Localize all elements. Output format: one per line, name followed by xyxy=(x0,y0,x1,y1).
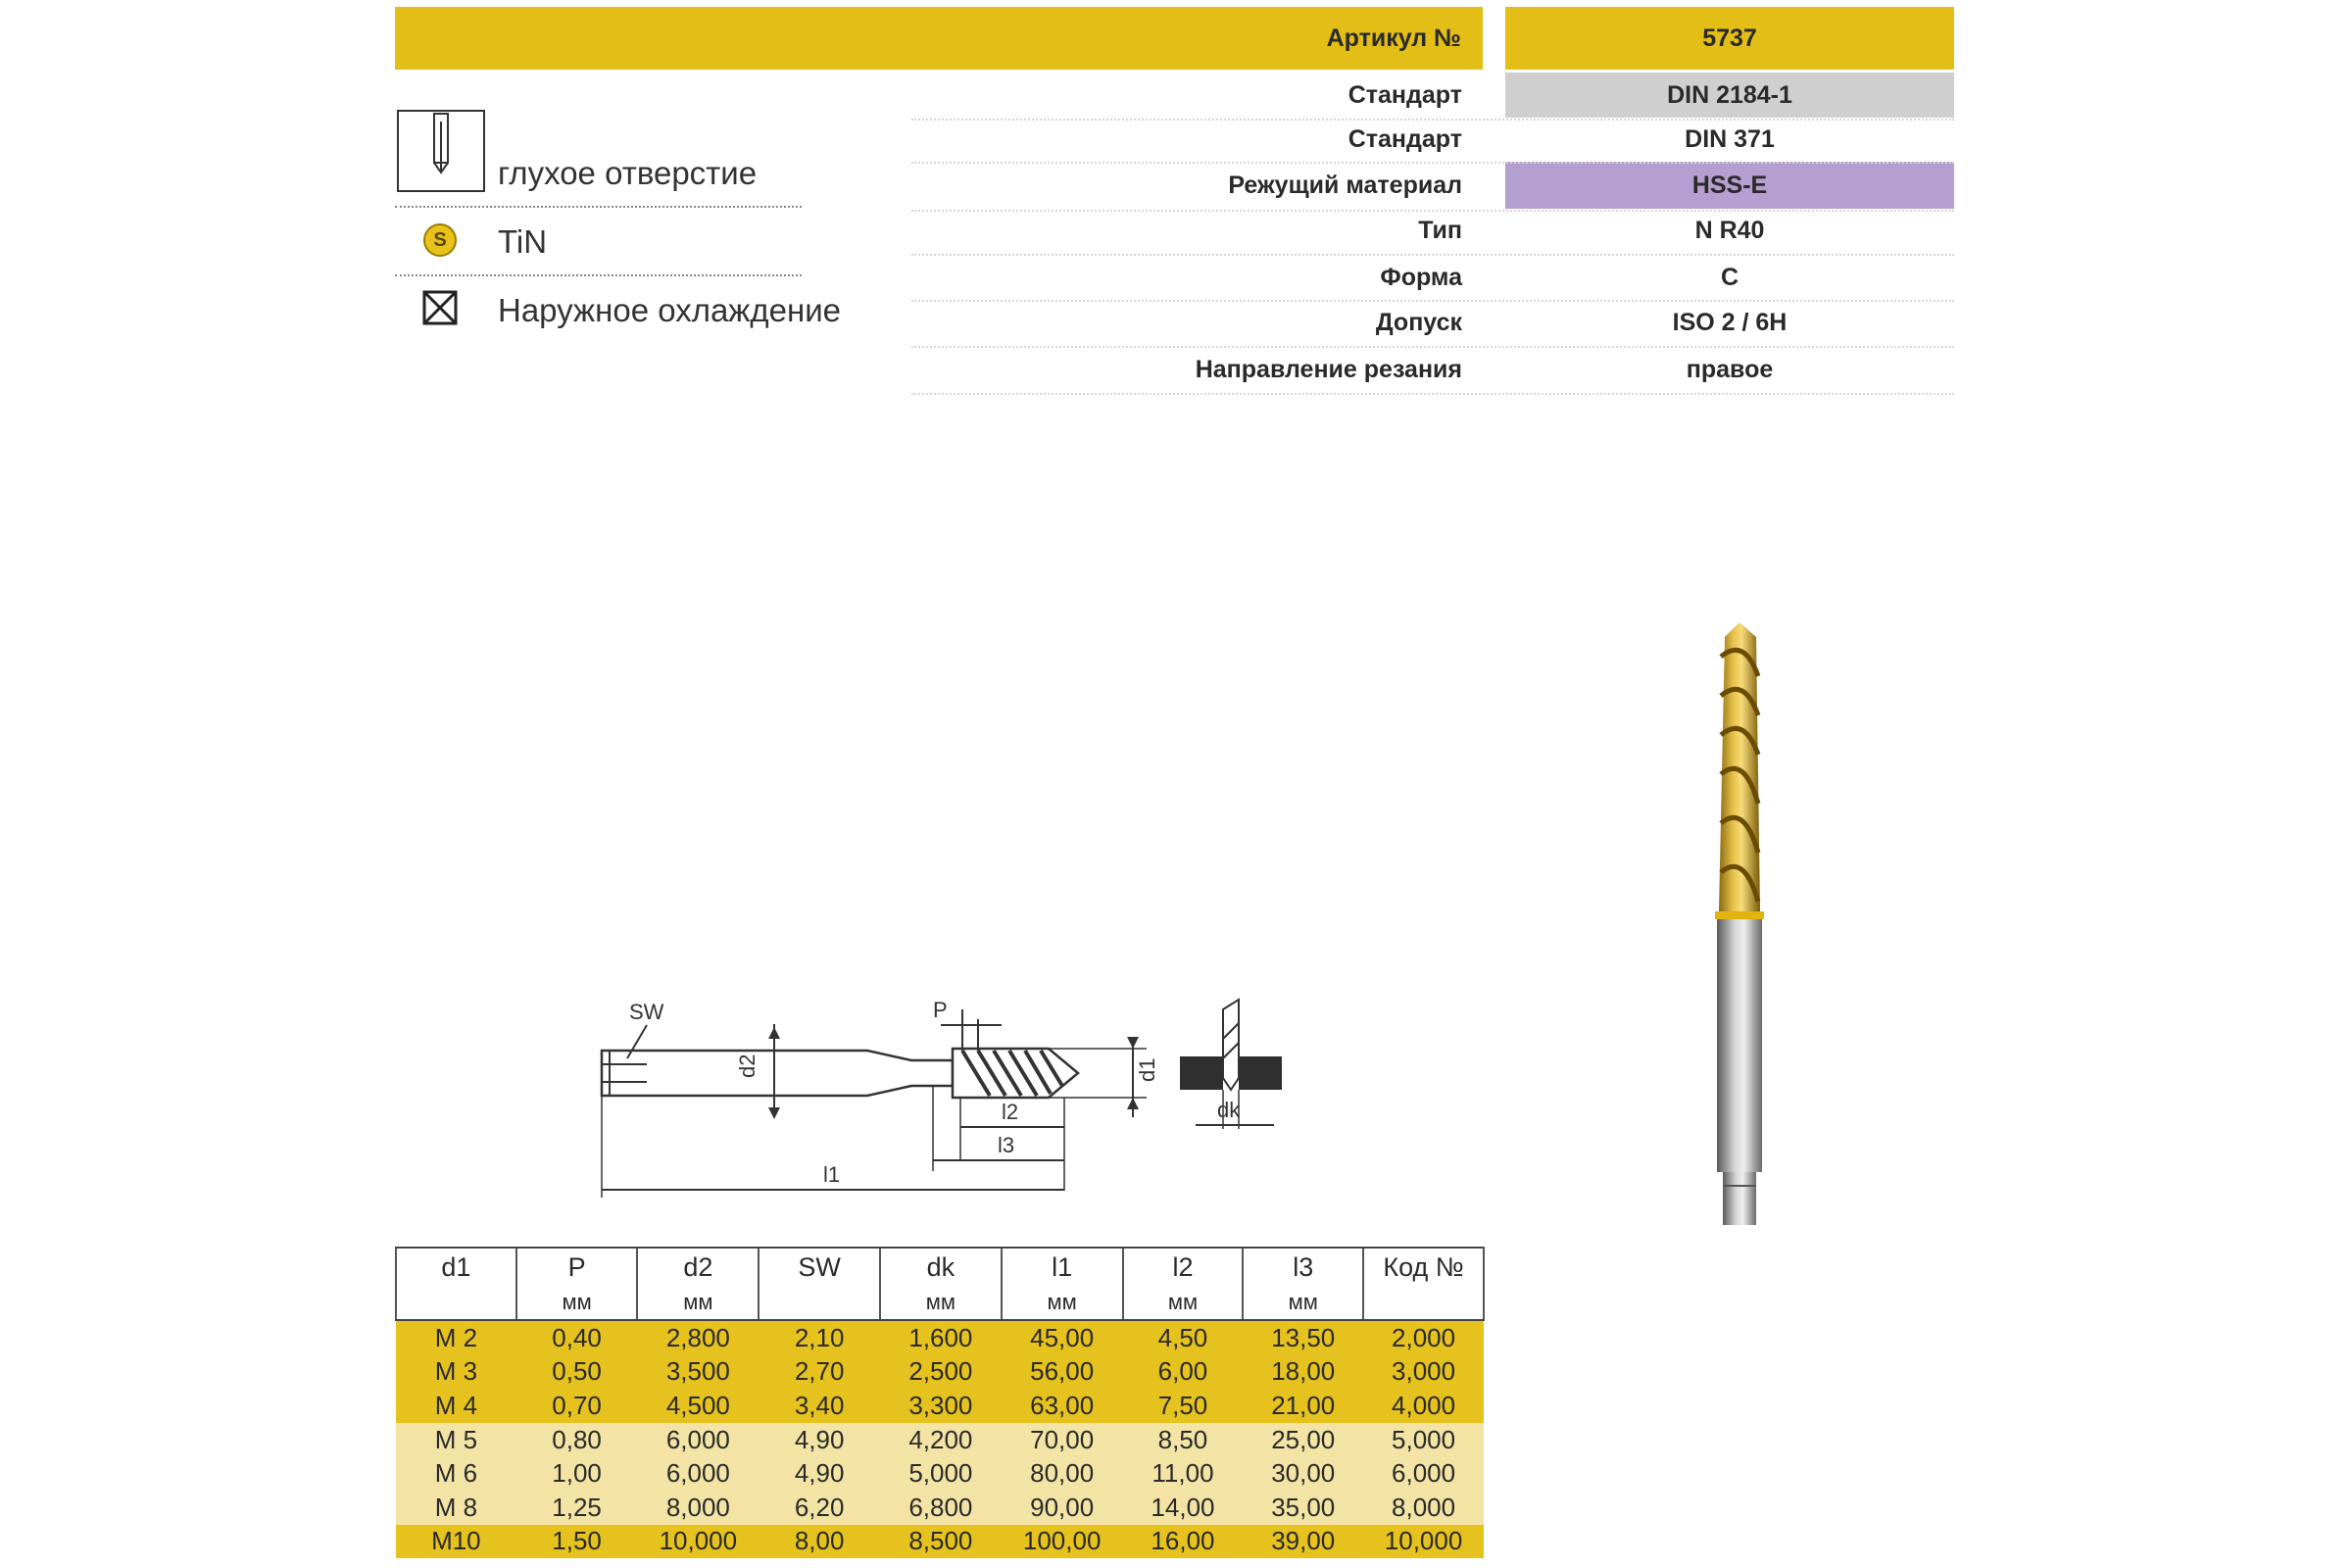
cell: 8,00 xyxy=(759,1525,880,1559)
article-label: Артикул № xyxy=(1326,24,1461,52)
cell: M 6 xyxy=(396,1456,516,1491)
cell: 4,90 xyxy=(759,1456,880,1491)
spec-label-type: Тип xyxy=(1418,217,1462,244)
unit-cell: мм xyxy=(880,1286,1002,1320)
cell: 6,20 xyxy=(759,1491,880,1525)
table-header-row xyxy=(396,1248,1484,1286)
unit-cell xyxy=(1363,1286,1484,1320)
header-l3: l3 xyxy=(1243,1248,1363,1286)
cell: 4,50 xyxy=(1123,1320,1244,1355)
cell: 14,00 xyxy=(1123,1491,1244,1525)
spec-divider xyxy=(911,393,1954,395)
spec-label-tolerance: Допуск xyxy=(1375,309,1462,336)
cell: 2,10 xyxy=(759,1320,880,1355)
cell: 21,00 xyxy=(1243,1389,1363,1423)
cell: 25,00 xyxy=(1243,1423,1363,1457)
cell: 90,00 xyxy=(1002,1491,1123,1525)
cell: 3,300 xyxy=(880,1389,1002,1423)
cell: 16,00 xyxy=(1123,1525,1244,1559)
cell: 1,25 xyxy=(516,1491,638,1525)
dk-label: dk xyxy=(1217,1098,1241,1122)
spec-label-standard-2: Стандарт xyxy=(1348,125,1462,153)
cell: 6,00 xyxy=(1123,1355,1244,1390)
cell: 3,500 xyxy=(637,1355,759,1390)
cell: 4,500 xyxy=(637,1389,759,1423)
cell: 30,00 xyxy=(1243,1456,1363,1491)
cell: 6,000 xyxy=(637,1423,759,1457)
blind-hole-icon xyxy=(397,110,485,192)
cell: 10,000 xyxy=(1363,1525,1484,1559)
cell: 2,70 xyxy=(759,1355,880,1390)
spec-value-type: N R40 xyxy=(1694,217,1765,244)
spec-label-material: Режущий материал xyxy=(1228,172,1462,199)
legend-divider xyxy=(395,206,802,208)
cell: 0,40 xyxy=(516,1320,638,1355)
external-cooling-icon xyxy=(422,290,458,330)
cell: 4,000 xyxy=(1363,1389,1484,1423)
cell: 5,000 xyxy=(880,1456,1002,1491)
cell: 63,00 xyxy=(1002,1389,1123,1423)
spec-value-cut-direction: правое xyxy=(1686,356,1774,383)
header-l2: l2 xyxy=(1123,1248,1244,1286)
spec-value-form: C xyxy=(1720,264,1740,291)
cell: M 3 xyxy=(396,1355,516,1390)
cell: 70,00 xyxy=(1002,1423,1123,1457)
cell: 45,00 xyxy=(1002,1320,1123,1355)
cell: 2,000 xyxy=(1363,1320,1484,1355)
table-row xyxy=(396,1320,1484,1355)
cell: 8,50 xyxy=(1123,1423,1244,1457)
legend-cooling: Наружное охлаждение xyxy=(498,292,841,328)
spec-value-tolerance: ISO 2 / 6H xyxy=(1672,309,1788,336)
cell: 3,000 xyxy=(1363,1355,1484,1390)
cell: 13,50 xyxy=(1243,1320,1363,1355)
unit-cell: мм xyxy=(1243,1286,1363,1320)
cell: 4,90 xyxy=(759,1423,880,1457)
cell: 11,00 xyxy=(1123,1456,1244,1491)
cell: 1,00 xyxy=(516,1456,638,1491)
unit-cell: мм xyxy=(637,1286,759,1320)
dimension-table xyxy=(395,1247,1485,1558)
table-row xyxy=(396,1423,1484,1457)
cell: 6,000 xyxy=(1363,1456,1484,1491)
cell: 2,800 xyxy=(637,1320,759,1355)
cell: 10,000 xyxy=(637,1525,759,1559)
cell: M10 xyxy=(396,1525,516,1559)
cell: 8,000 xyxy=(1363,1491,1484,1525)
article-value: 5737 xyxy=(1505,7,1954,70)
cell: M 4 xyxy=(396,1389,516,1423)
cell: 100,00 xyxy=(1002,1525,1123,1559)
cell: 39,00 xyxy=(1243,1525,1363,1559)
cell: 1,600 xyxy=(880,1320,1002,1355)
tin-coating-icon: S xyxy=(423,223,457,257)
cell: 18,00 xyxy=(1243,1355,1363,1390)
table-row xyxy=(396,1525,1484,1559)
l1-label: l1 xyxy=(823,1162,841,1187)
unit-cell: мм xyxy=(1002,1286,1123,1320)
cell: M 8 xyxy=(396,1491,516,1525)
cell: 80,00 xyxy=(1002,1456,1123,1491)
header-d2: d2 xyxy=(637,1248,759,1286)
cell: 6,800 xyxy=(880,1491,1002,1525)
header-d1: d1 xyxy=(396,1248,516,1286)
spec-value-standard-2: DIN 371 xyxy=(1685,125,1775,153)
sw-label: SW xyxy=(629,1000,664,1024)
unit-cell: мм xyxy=(516,1286,638,1320)
d1-label: d1 xyxy=(1135,1057,1159,1082)
spec-value-material: HSS-E xyxy=(1691,172,1768,199)
d2-label: d2 xyxy=(735,1054,760,1078)
header-p: P xyxy=(516,1248,638,1286)
header-l1: l1 xyxy=(1002,1248,1123,1286)
cell: 56,00 xyxy=(1002,1355,1123,1390)
tap-product-image xyxy=(1686,617,1793,1235)
cell: 0,80 xyxy=(516,1423,638,1457)
header-code: Код № xyxy=(1363,1248,1484,1286)
cell: 2,500 xyxy=(880,1355,1002,1390)
cell: M 2 xyxy=(396,1320,516,1355)
p-label: P xyxy=(933,998,948,1022)
table-row xyxy=(396,1456,1484,1491)
table-row xyxy=(396,1389,1484,1423)
cell: 5,000 xyxy=(1363,1423,1484,1457)
cell: 4,200 xyxy=(880,1423,1002,1457)
cell: 0,50 xyxy=(516,1355,638,1390)
spec-label-cut-direction: Направление резания xyxy=(1195,356,1462,383)
tap-technical-drawing xyxy=(588,980,1294,1205)
spec-label-standard-1: Стандарт xyxy=(1348,81,1462,109)
cell: M 5 xyxy=(396,1423,516,1457)
table-row xyxy=(396,1491,1484,1525)
legend-coating: TiN xyxy=(498,223,548,260)
legend-divider xyxy=(395,274,802,276)
header-dk: dk xyxy=(880,1248,1002,1286)
spec-value-standard-1: DIN 2184-1 xyxy=(1667,81,1792,109)
unit-cell: мм xyxy=(1123,1286,1244,1320)
cell: 35,00 xyxy=(1243,1491,1363,1525)
cell: 8,500 xyxy=(880,1525,1002,1559)
table-units-row xyxy=(396,1286,1484,1320)
legend-blind-hole: глухое отверстие xyxy=(498,155,758,191)
cell: 0,70 xyxy=(516,1389,638,1423)
l3-label: l3 xyxy=(998,1133,1015,1157)
l2-label: l2 xyxy=(1002,1100,1019,1124)
cell: 1,50 xyxy=(516,1525,638,1559)
unit-cell xyxy=(396,1286,516,1320)
cell: 6,000 xyxy=(637,1456,759,1491)
table-row xyxy=(396,1355,1484,1390)
cell: 7,50 xyxy=(1123,1389,1244,1423)
unit-cell xyxy=(759,1286,880,1320)
cell: 3,40 xyxy=(759,1389,880,1423)
cell: 8,000 xyxy=(637,1491,759,1525)
header-sw: SW xyxy=(759,1248,880,1286)
spec-label-form: Форма xyxy=(1380,264,1462,291)
